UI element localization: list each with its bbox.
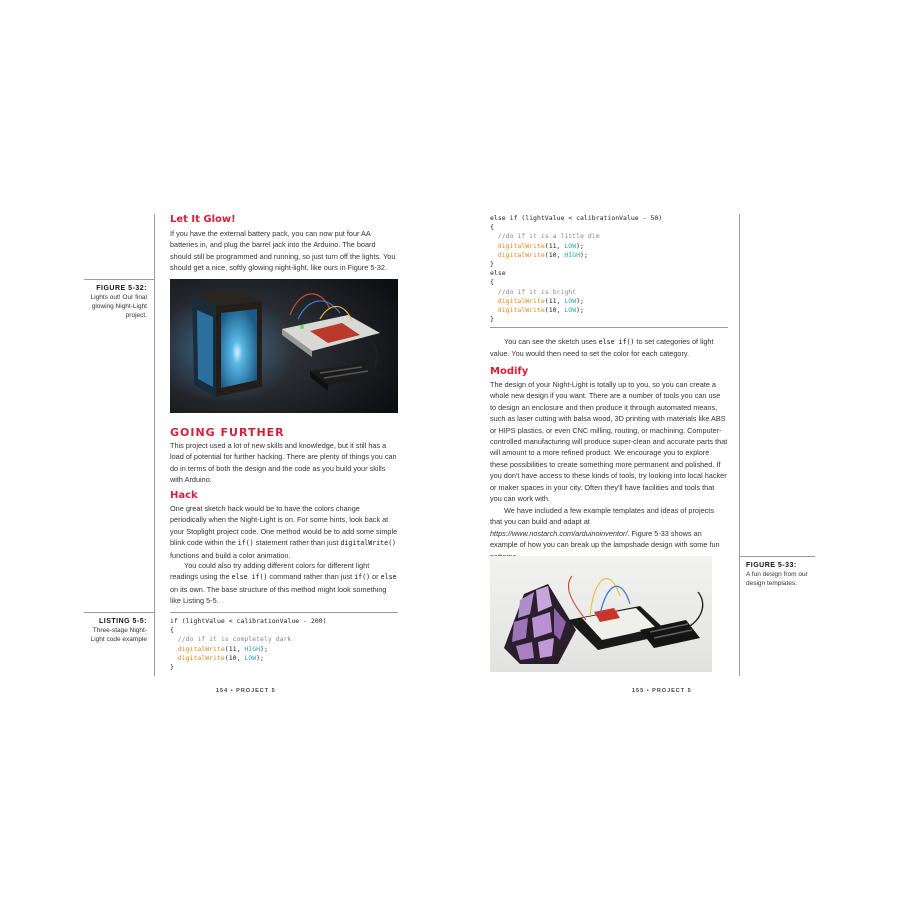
after-code-text-b: to set categories of light value. You would then need to set the color for each category. — [490, 337, 714, 359]
figure-5-32-text: Lights out! Our final glowing Night-Light project. — [90, 294, 147, 319]
code-line: else if (lightValue < calibrationValue - 50) — [490, 214, 663, 222]
left-page-margin-rule — [154, 214, 155, 676]
let-it-glow-paragraph: If you have the external battery pack, you can now put four AA batteries in, and plug the barrel jack into the Arduino. The board should still be programmed and running, so just turn off the lights. You should get a nice, softly glowing night-light, like ours in Figure 5-32. — [170, 229, 396, 273]
code-line: else — [490, 269, 506, 278]
let-it-glow-heading: Let It Glow! — [170, 214, 236, 225]
code-text: ); — [576, 306, 584, 315]
after-code-code: else if() — [598, 338, 635, 346]
after-code-text-a: You can see the sketch uses — [504, 337, 599, 346]
code-text: (10, — [544, 250, 565, 259]
right-page-folio: 155 • PROJECT 5 — [632, 688, 692, 694]
modify-heading: Modify — [490, 366, 529, 377]
listing-5-5-code-rule — [170, 612, 398, 613]
code-function: digitalWrite — [177, 653, 225, 662]
going-further-paragraph: This project used a lot of new skills and knowledge, but it still has a load of potential for further hacking. There are plenty of things you can do in terms of both the design and the code as you build your skills with Arduino. — [170, 441, 397, 485]
code-text: (11, — [544, 296, 565, 305]
code-line: { — [170, 626, 174, 635]
modify-p2-text-a: We have included a few example templates and ideas of projects that you can build and adapt at — [490, 506, 714, 527]
code-text: (10, — [544, 306, 565, 315]
code-function: digitalWrite — [497, 241, 545, 250]
hack-p2-text-d: on its own. The base structure of this method might look something like Listing 5-5. — [170, 584, 387, 606]
left-page-folio: 154 • PROJECT 5 — [216, 688, 276, 694]
figure-5-33-text: A fun design from our design templates. — [746, 571, 808, 587]
modify-p2-text-b: . Figure 5-33 shows an example of how you can break up the lampshade design with some fun — [490, 528, 720, 550]
code-text: ); — [260, 644, 268, 653]
lampshade-photo-image — [490, 556, 712, 672]
code-keyword: HIGH — [564, 250, 581, 259]
code-line: { — [490, 223, 494, 232]
night-light-photo-image — [170, 279, 398, 413]
hack-heading: Hack — [170, 490, 198, 501]
hack-p2-code-if: if() — [354, 573, 371, 582]
figure-5-32-caption — [84, 284, 147, 320]
listing-5-5-label: LISTING 5-5: — [98, 618, 147, 625]
hack-p1-code-digitalwrite: digitalWrite() — [340, 539, 397, 548]
code-keyword: LOW — [564, 306, 577, 315]
code-text: ); — [576, 296, 584, 305]
figure-5-32-label: FIGURE 5-32: — [96, 285, 147, 292]
code-function: digitalWrite — [497, 250, 545, 259]
listing-5-5-text: Three-stage Night-Light code example — [90, 627, 147, 643]
right-page-margin-rule — [739, 214, 740, 676]
after-code-paragraph — [490, 336, 728, 360]
hack-p2-code-elseif: else if() — [231, 573, 268, 582]
code-text: (10, — [224, 653, 245, 662]
hack-paragraph-1 — [170, 503, 398, 561]
code-end-rule — [490, 327, 728, 328]
code-keyword: HIGH — [244, 644, 261, 653]
code-line: } — [490, 315, 494, 324]
hack-p2-text-b: command rather than just — [267, 572, 355, 582]
code-keyword: LOW — [564, 296, 577, 305]
code-function: digitalWrite — [177, 644, 225, 653]
code-text: (11, — [544, 241, 565, 250]
hack-p2-text-c: or — [370, 572, 381, 582]
night-light-photo — [170, 279, 398, 413]
code-line: } — [170, 663, 174, 672]
hack-paragraph-2 — [170, 560, 398, 607]
hack-p2-text-a: You could also try adding different colors for different light readings using the — [170, 561, 370, 582]
code-comment: //do if it is a little dim — [497, 232, 600, 241]
templates-link[interactable]: https://www.nostarch.com/arduinoinventor/ — [490, 528, 628, 538]
figure-5-33-label: FIGURE 5-33: — [746, 562, 797, 569]
hack-p1-text-c: functions and build a color animation. — [170, 550, 291, 560]
figure-5-33-caption — [746, 561, 812, 588]
listing-5-5-caption — [84, 617, 147, 644]
listing-5-5-code — [170, 617, 327, 672]
code-line: if (lightValue < calibrationValue - 200) — [170, 617, 327, 625]
code-text: (11, — [224, 644, 245, 653]
code-keyword: LOW — [244, 653, 257, 662]
hack-p1-text-a: One great sketch hack would be to have the colors change periodically when the Night-Light is on. For some hints, look back at your Stoplight project code. One method would be to add some simple blink code within the — [170, 504, 398, 548]
figure-5-33-rule — [739, 556, 815, 557]
figure-5-32-rule — [84, 279, 154, 280]
code-text: ); — [256, 653, 264, 662]
code-comment: //do if it is completely dark — [177, 635, 292, 644]
modify-paragraph-2 — [490, 505, 728, 562]
code-function: digitalWrite — [497, 306, 545, 315]
going-further-heading: GOING FURTHER — [170, 426, 285, 439]
code-text: ); — [580, 250, 588, 259]
listing-5-5-code-continued — [490, 214, 662, 324]
hack-p1-code-if: if() — [237, 539, 254, 548]
hack-p1-text-b: statement rather than just — [253, 538, 341, 548]
code-line: { — [490, 278, 494, 287]
code-keyword: LOW — [564, 241, 577, 250]
code-line: } — [490, 260, 494, 269]
listing-5-5-rule — [84, 612, 154, 613]
modify-paragraph-1: The design of your Night-Light is totally up to you, so you can create a whole new design if you want. There are a number of tools you can use to design an enclosure and then produce it through automated means, such as laser cutting with balsa wood, 3D printing with materials like ABS or HIPS plastics, or even CNC milling, routing, or machining. Computer-controlled manufacturing will produce super-clean and accurate parts that will amount to a more refined product. We encourage you to explore these possibilities to create something more permanent and polished. If you don't have access to these kinds of tools, try looking into local hacker or maker spaces in your city. Often they'll have facilities and tools that you can work with. — [490, 380, 728, 504]
code-function: digitalWrite — [497, 296, 545, 305]
code-text: ); — [576, 241, 584, 250]
hack-p2-code-else: else — [380, 573, 397, 582]
lampshade-photo — [490, 556, 712, 672]
code-comment: //do if it is bright — [497, 287, 577, 296]
